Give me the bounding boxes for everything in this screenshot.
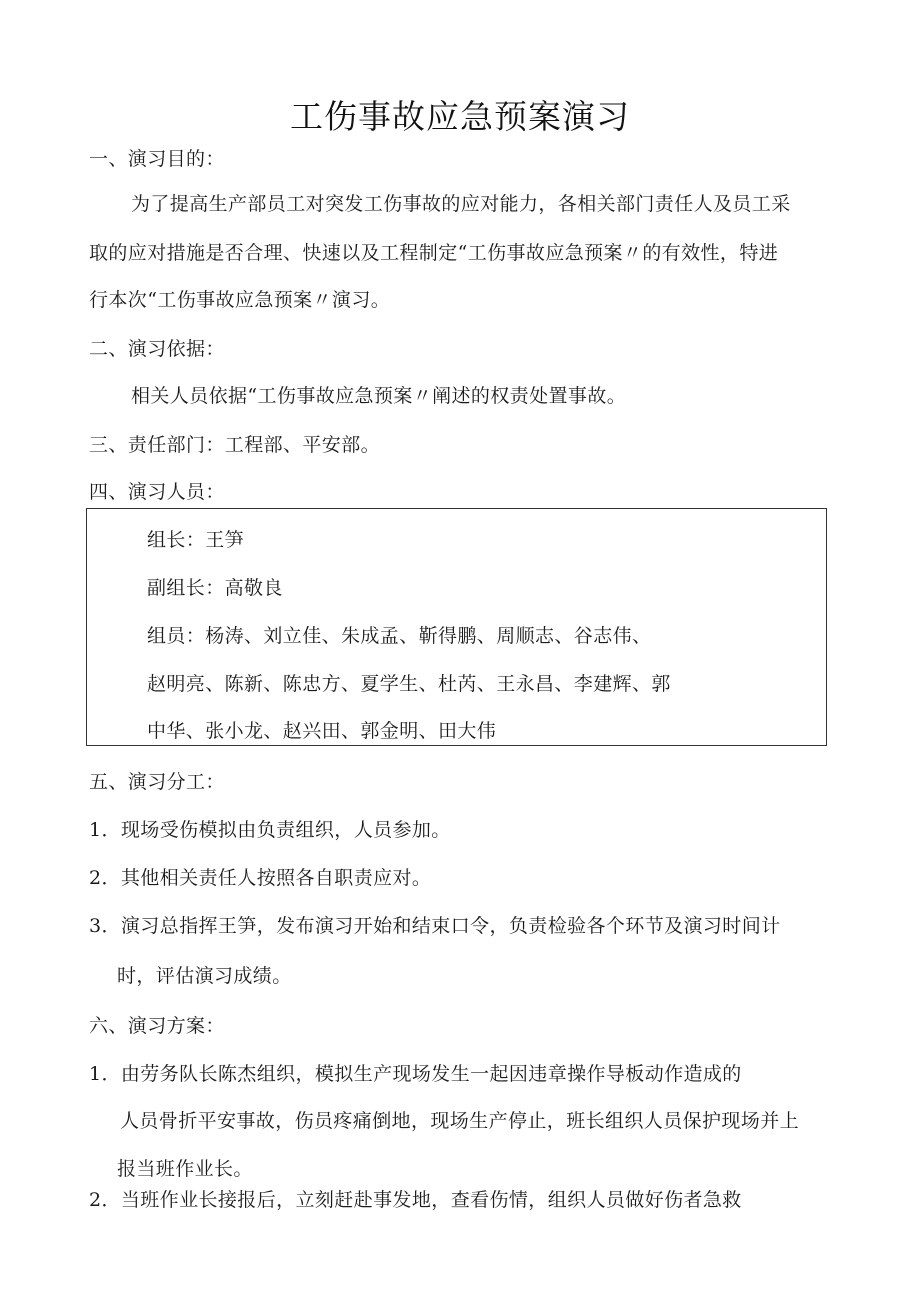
members-line-3: 中华、张小龙、赵兴田、郭金明、田大伟 (147, 720, 497, 742)
section-2-heading: 二、演习依据： (89, 338, 225, 360)
document-title: 工伤事故应急预案演习 (290, 97, 630, 136)
section-5-heading: 五、演习分工： (89, 771, 225, 793)
section-6-item-1-line-3: 报当班作业长。 (117, 1158, 253, 1180)
section-6-heading: 六、演习方案： (89, 1015, 225, 1037)
members-line-1: 组员：杨涛、刘立佳、朱成孟、靳得鹏、周顺志、谷志伟、 (147, 625, 652, 647)
section-1-line-2: 取的应对措施是否合理、快速以及工程制定“工伤事故应急预案〃的有效性，特进 (89, 242, 779, 264)
section-6-item-1-line-2: 人员骨折平安事故，伤员疼痛倒地，现场生产停止，班长组织人员保护现场并上 (120, 1110, 800, 1132)
leader-line: 组长：王笋 (147, 529, 245, 551)
members-line-2: 赵明亮、陈新、陈忠方、夏学生、杜芮、王永昌、李建辉、郭 (147, 673, 671, 695)
section-5-item-3-line-1: 3．演习总指挥王笋，发布演习开始和结束口令，负责检验各个环节及演习时间计 (89, 915, 781, 937)
section-6-item-2-line-1: 2．当班作业长接报后，立刻赶赴事发地，查看伤情，组织人员做好伤者急救 (89, 1189, 742, 1211)
deputy-leader-line: 副组长：高敬良 (147, 577, 283, 599)
section-5-item-2: 2．其他相关责任人按照各自职责应对。 (89, 867, 432, 889)
section-1-line-1: 为了提高生产部员工对突发工伤事故的应对能力，各相关部门责任人及员工采 (131, 193, 791, 215)
section-1-heading: 一、演习目的： (89, 148, 225, 170)
section-5-item-3-line-2: 时，评估演习成绩。 (117, 965, 292, 987)
section-2-text: 相关人员依据“工伤事故应急预案〃阐述的权责处置事故。 (131, 385, 627, 407)
section-3-heading: 三、责任部门：工程部、平安部。 (89, 434, 381, 456)
section-5-item-1: 1．现场受伤模拟由负责组织，人员参加。 (89, 819, 451, 841)
section-1-line-3: 行本次“工伤事故应急预案〃演习。 (89, 289, 391, 311)
section-4-heading: 四、演习人员： (89, 481, 225, 503)
section-6-item-1-line-1: 1．由劳务队长陈杰组织，模拟生产现场发生一起因违章操作导板动作造成的 (89, 1063, 742, 1085)
